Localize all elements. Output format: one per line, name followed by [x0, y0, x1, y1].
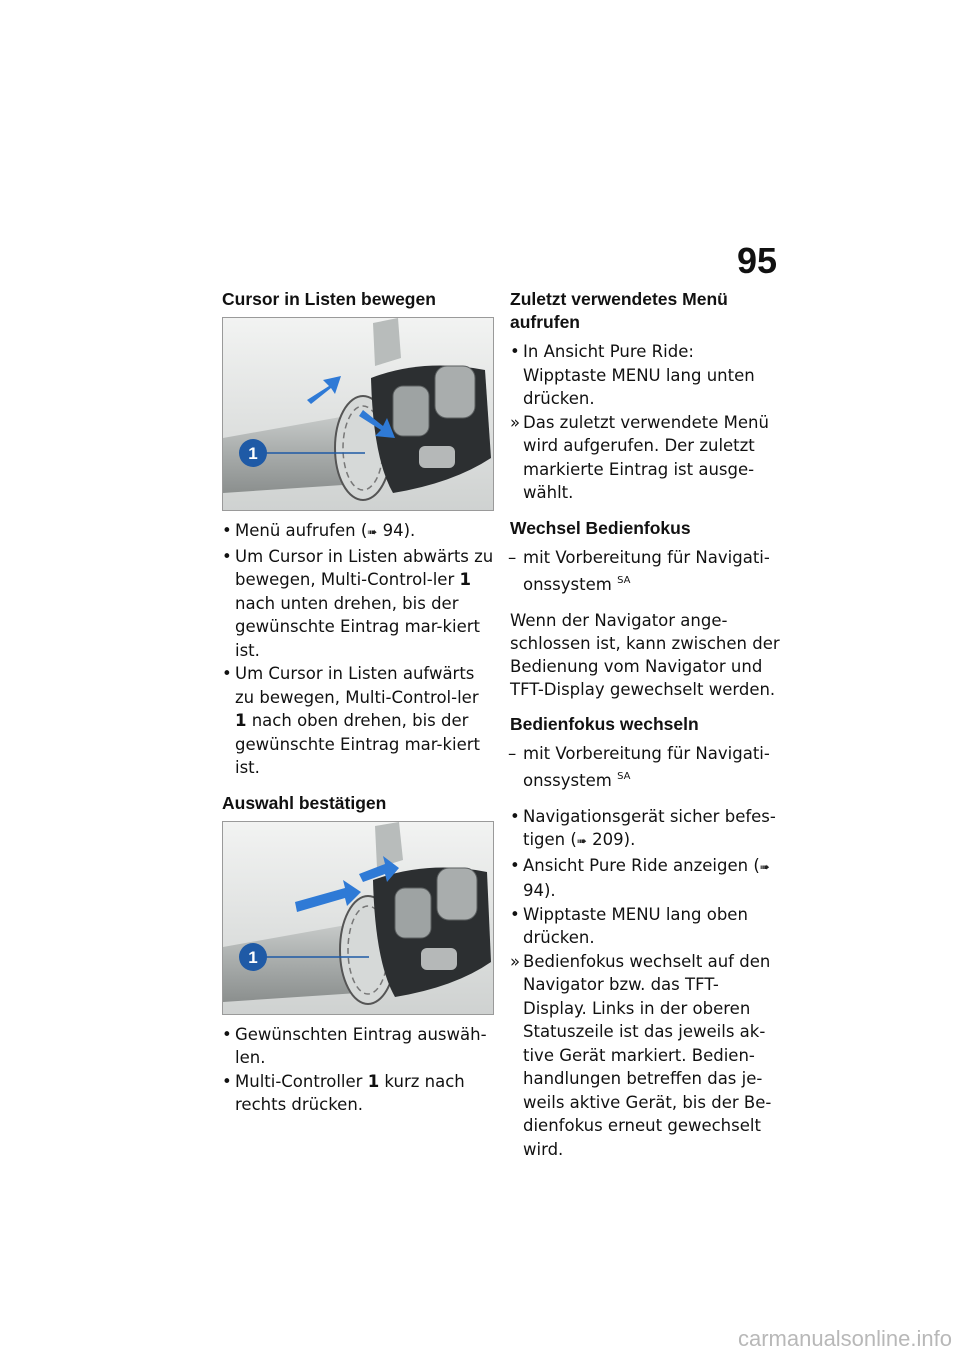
list-item: • Ansicht Pure Ride anzeigen (➠ 94). — [510, 855, 770, 900]
section-title-switch-focus: Bedienfokus wechseln — [510, 713, 699, 734]
figure-controller-push — [222, 821, 494, 1015]
page-ref-icon: ➠ — [759, 859, 770, 874]
list-item: • Gewünschten Eintrag auswäh-len. — [222, 1024, 487, 1067]
section-title-focus-change: Wechsel Bedienfokus — [510, 517, 691, 538]
section-title-last-menu: Zuletzt verwendetes Menü aufrufen — [510, 289, 728, 332]
section-title-cursor: Cursor in Listen bewegen — [222, 289, 436, 309]
list-item: • Navigationsgerät sicher befes-tigen (➠ 209). — [510, 806, 776, 849]
figure-callout: 1 — [248, 947, 258, 967]
prerequisite: – mit Vorbereitung für Navigati-onssystem $^{SA}$ — [508, 743, 770, 790]
body-text: Wenn der Navigator ange-schlossen ist, kann zwischen der Bedienung vom Navigator und TFT-Display gewechselt werden. — [510, 610, 780, 699]
watermark: carmanualsonline.info — [737, 1326, 952, 1351]
list-item: • Um Cursor in Listen aufwärts zu bewegen, Multi-Control-ler 1 nach oben drehen, bis der gewünschte Eintrag mar-kiert ist. — [222, 664, 480, 777]
prereq-list — [510, 742, 782, 793]
page-number: 95 — [736, 240, 777, 281]
list-item: • Um Cursor in Listen abwärts zu bewegen, Multi-Control-ler 1 nach unten drehen, bis der gewünschte Eintrag mar-kiert ist. — [222, 546, 494, 660]
list-item: • Menü aufrufen (➠ 94). — [222, 521, 416, 540]
list-item: • Wipptaste MENU lang oben drücken. — [510, 904, 748, 947]
steps-list-last-menu — [510, 340, 782, 505]
list-item: • Multi-Controller 1 kurz nach rechts drücken. — [222, 1071, 465, 1114]
page-ref-icon: ➠ — [576, 834, 587, 848]
figure-controller-rotate — [222, 317, 494, 511]
section-title-confirm: Auswahl bestätigen — [222, 792, 387, 813]
steps-list-confirm — [222, 1023, 494, 1117]
list-item: • In Ansicht Pure Ride: Wipptaste MENU lang unten drücken. — [510, 342, 755, 408]
page-ref-icon: ➠ — [367, 525, 378, 539]
steps-list-switch-focus — [510, 805, 782, 1162]
steps-list-cursor — [222, 519, 494, 780]
list-item-result: » Bedienfokus wechselt auf den Navigator bzw. das TFT-Display. Links in der oberen Statuszeile ist das jeweils ak-tive Gerät markiert. Bedien-handlungen betreffen das je-weils aktive Gerät, bis der Be-dienfokus erneut gewechselt wird. — [510, 951, 772, 1159]
figure-callout: 1 — [248, 444, 258, 463]
right-column — [510, 288, 782, 1161]
list-item-result: » Das zuletzt verwendete Menü wird aufgerufen. Der zuletzt markierte Eintrag ist ausge-wählt. — [510, 412, 769, 502]
left-column — [222, 288, 494, 1117]
prerequisite: – mit Vorbereitung für Navigati-onssystem $^{SA}$ — [508, 547, 770, 594]
prereq-list — [510, 546, 782, 597]
